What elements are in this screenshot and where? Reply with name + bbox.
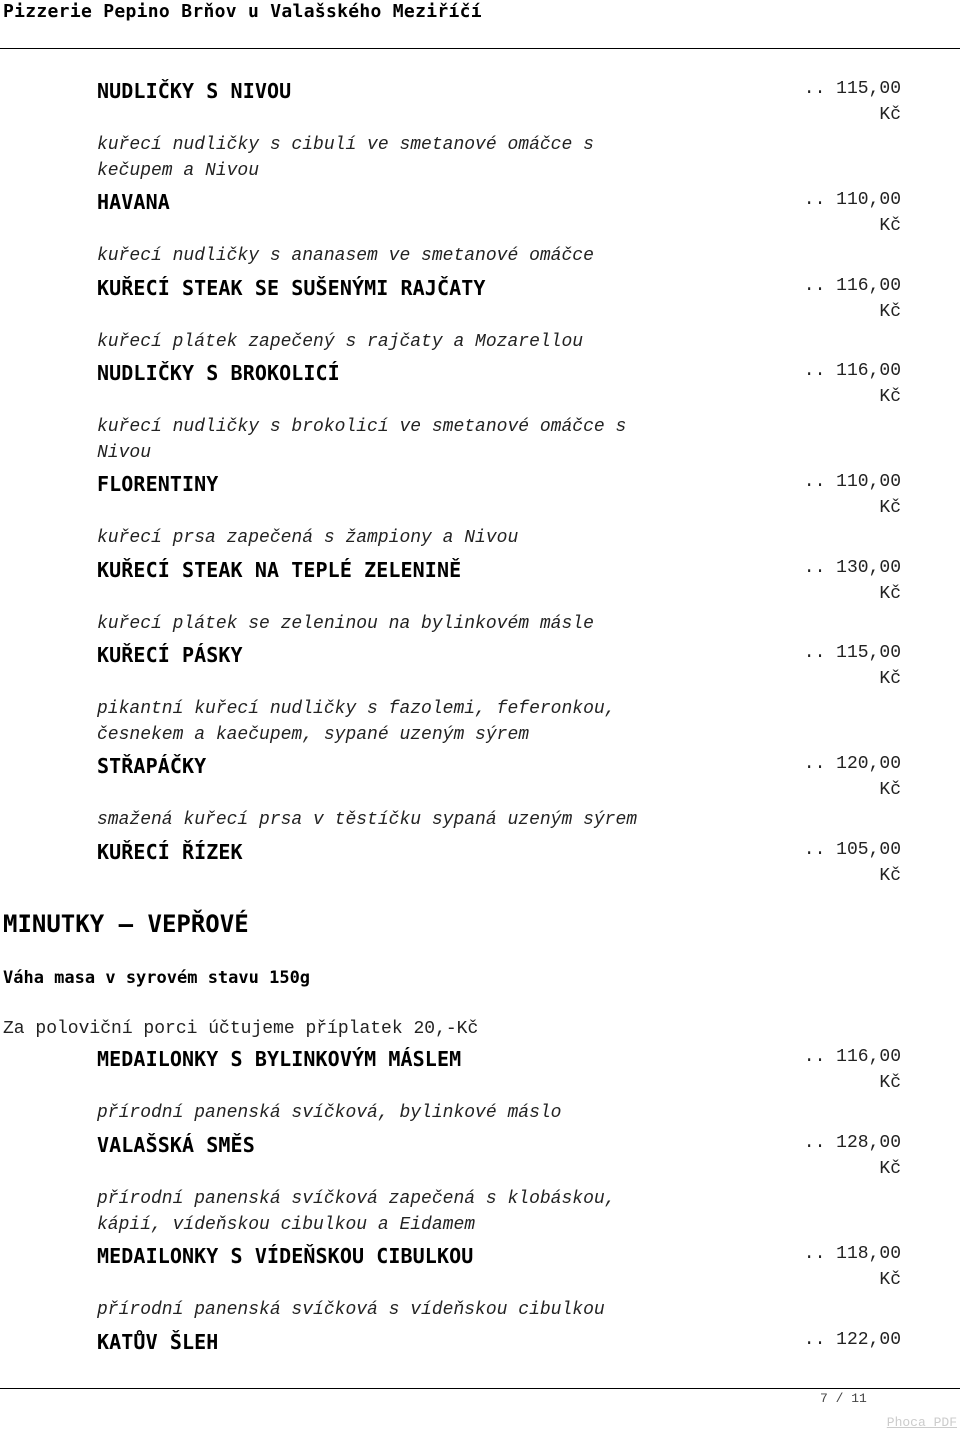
menu-item-name: KATŮV ŠLEH xyxy=(97,1330,219,1354)
menu-item-description xyxy=(97,132,737,184)
menu-item-description xyxy=(97,807,737,833)
price-amount: .. 116,00 xyxy=(803,361,901,381)
price-amount: .. 118,00 xyxy=(803,1244,901,1264)
menu-item xyxy=(97,1046,927,1123)
price-amount: .. 122,00 xyxy=(803,1330,901,1350)
menu-item-name: NUDLIČKY S NIVOU xyxy=(97,79,292,103)
menu-item-description xyxy=(97,1297,737,1323)
header-divider xyxy=(0,48,960,49)
description-line: kuřecí nudličky s ananasem ve smetanové omáčce xyxy=(97,246,594,266)
menu-item-name: FLORENTINY xyxy=(97,472,219,496)
price-currency: Kč xyxy=(879,498,901,518)
menu-item-price xyxy=(804,273,901,325)
menu-item xyxy=(97,1243,927,1320)
menu-item xyxy=(97,78,927,181)
section-title: MINUTKY – VEPŘOVÉ xyxy=(3,910,249,938)
menu-item xyxy=(97,753,927,830)
menu-item-description xyxy=(97,696,737,748)
price-currency: Kč xyxy=(879,1159,901,1179)
description-line: kápií, vídeňskou cibulkou a Eidamem xyxy=(97,1215,476,1235)
price-currency: Kč xyxy=(879,302,901,322)
price-amount: .. 130,00 xyxy=(803,558,901,578)
menu-item-description xyxy=(97,243,737,269)
menu-item-name: NUDLIČKY S BROKOLICÍ xyxy=(97,361,340,385)
menu-item-price xyxy=(804,1044,901,1096)
menu-item-description xyxy=(97,611,737,637)
menu-item-price xyxy=(804,751,901,803)
price-amount: .. 105,00 xyxy=(803,840,901,860)
description-line: přírodní panenská svíčková, bylinkové máslo xyxy=(97,1103,562,1123)
menu-item xyxy=(97,471,927,548)
menu-item xyxy=(97,1329,927,1355)
phoca-pdf-link[interactable]: Phoca PDF xyxy=(886,1415,957,1430)
menu-item-price xyxy=(804,469,901,521)
description-line: pikantní kuřecí nudličky s fazolemi, feferonkou, xyxy=(97,699,616,719)
weight-note: Váha masa v syrovém stavu 150g xyxy=(3,968,311,988)
menu-item-name: KUŘECÍ PÁSKY xyxy=(97,643,243,667)
menu-item xyxy=(97,642,927,745)
menu-item-name: VALAŠSKÁ SMĚS xyxy=(97,1133,255,1157)
price-amount: .. 115,00 xyxy=(803,643,901,663)
price-currency: Kč xyxy=(879,1073,901,1093)
menu-item-name: HAVANA xyxy=(97,190,170,214)
price-currency: Kč xyxy=(879,866,901,886)
price-amount: .. 110,00 xyxy=(803,472,901,492)
description-line: přírodní panenská svíčková zapečená s klobáskou, xyxy=(97,1189,616,1209)
description-line: kečupem a Nivou xyxy=(97,161,260,181)
menu-item xyxy=(97,557,927,634)
description-line: kuřecí nudličky s cibulí ve smetanové omáčce s xyxy=(97,135,594,155)
menu-item-price xyxy=(804,1130,901,1182)
price-currency: Kč xyxy=(879,387,901,407)
price-currency: Kč xyxy=(879,216,901,236)
description-line: přírodní panenská svíčková s vídeňskou cibulkou xyxy=(97,1300,605,1320)
menu-item xyxy=(97,1132,927,1235)
price-amount: .. 116,00 xyxy=(803,276,901,296)
menu-item-price xyxy=(804,1327,901,1353)
price-currency: Kč xyxy=(879,584,901,604)
menu-item xyxy=(97,189,927,266)
price-amount: .. 115,00 xyxy=(803,79,901,99)
description-line: kuřecí nudličky s brokolicí ve smetanové omáčce s xyxy=(97,417,627,437)
price-currency: Kč xyxy=(879,669,901,689)
menu-item xyxy=(97,839,927,886)
menu-item-price xyxy=(804,555,901,607)
menu-item-description xyxy=(97,525,737,551)
price-currency: Kč xyxy=(879,105,901,125)
menu-item-description xyxy=(97,329,737,355)
menu-item-price xyxy=(804,837,901,889)
price-currency: Kč xyxy=(879,780,901,800)
menu-item xyxy=(97,360,927,463)
menu-item-price xyxy=(804,1241,901,1293)
menu-item-price xyxy=(804,640,901,692)
page-number: 7 / 11 xyxy=(820,1391,867,1406)
price-amount: .. 116,00 xyxy=(803,1047,901,1067)
page-header-title: Pizzerie Pepino Brňov u Valašského Meziříčí xyxy=(3,1,482,22)
price-currency: Kč xyxy=(879,1270,901,1290)
menu-item-name: KUŘECÍ STEAK SE SUŠENÝMI RAJČATY xyxy=(97,276,486,300)
price-amount: .. 110,00 xyxy=(803,190,901,210)
menu-item-description xyxy=(97,414,737,466)
menu-item-name: MEDAILONKY S VÍDEŇSKOU CIBULKOU xyxy=(97,1244,474,1268)
price-amount: .. 120,00 xyxy=(803,754,901,774)
half-portion-note: Za poloviční porci účtujeme příplatek 20,-Kč xyxy=(3,1019,479,1039)
menu-item-name: KUŘECÍ STEAK NA TEPLÉ ZELENINĚ xyxy=(97,558,462,582)
description-line: kuřecí plátek zapečený s rajčaty a Mozarellou xyxy=(97,332,584,352)
menu-item-name: MEDAILONKY S BYLINKOVÝM MÁSLEM xyxy=(97,1047,462,1071)
menu-item-price xyxy=(804,358,901,410)
description-line: česnekem a kaečupem, sypané uzeným sýrem xyxy=(97,725,530,745)
price-amount: .. 128,00 xyxy=(803,1133,901,1153)
description-line: kuřecí plátek se zeleninou na bylinkovém másle xyxy=(97,614,594,634)
menu-item-name: KUŘECÍ ŘÍZEK xyxy=(97,840,243,864)
description-line: smažená kuřecí prsa v těstíčku sypaná uzeným sýrem xyxy=(97,810,638,830)
description-line: Nivou xyxy=(97,443,152,463)
menu-item-name: STŘAPÁČKY xyxy=(97,754,207,778)
menu-item-price xyxy=(804,187,901,239)
menu-item-description xyxy=(97,1100,737,1126)
description-line: kuřecí prsa zapečená s žampiony a Nivou xyxy=(97,528,519,548)
menu-item xyxy=(97,275,927,352)
menu-item-description xyxy=(97,1186,737,1238)
menu-item-price xyxy=(804,76,901,128)
footer-divider xyxy=(0,1388,960,1389)
